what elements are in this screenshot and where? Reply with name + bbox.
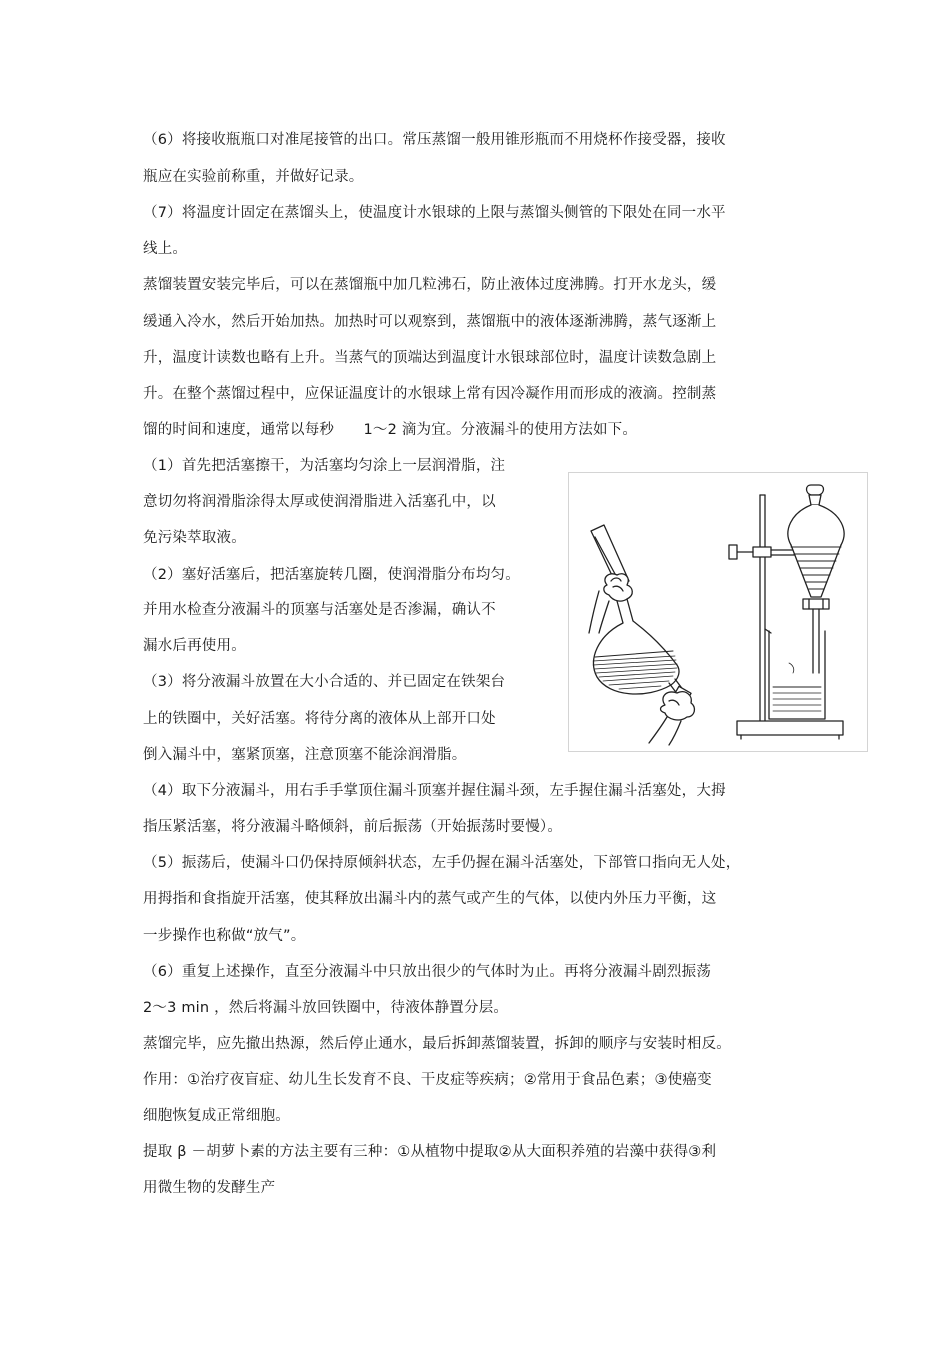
text-line: （2）塞好活塞后，把活塞旋转几圈，使润滑脂分布均匀。	[143, 567, 520, 583]
text-line: 2～3 min ，然后将漏斗放回铁圈中，待液体静置分层。	[143, 1000, 509, 1016]
separatory-funnel-illustration	[568, 472, 868, 752]
text-line: 免污染萃取液。	[143, 530, 246, 546]
text-line: 馏的时间和速度，通常以每秒 1～2 滴为宜。分液漏斗的使用方法如下。	[143, 422, 638, 438]
text-line: 蒸馏完毕，应先撤出热源，然后停止通水，最后拆卸蒸馏装置，拆卸的顺序与安装时相反。	[143, 1036, 731, 1052]
text-line: 细胞恢复成正常细胞。	[143, 1108, 290, 1124]
text-line: 提取 β －胡萝卜素的方法主要有三种：①从植物中提取②从大面积养殖的岩藻中获得③利	[143, 1144, 717, 1160]
funnel-drawing	[569, 473, 867, 751]
text-line: （4）取下分液漏斗，用右手手掌顶住漏斗顶塞并握住漏斗颈，左手握住漏斗活塞处，大拇	[143, 783, 726, 799]
text-line: 并用水检查分液漏斗的顶塞与活塞处是否渗漏，确认不	[143, 602, 496, 618]
text-line: 线上。	[143, 241, 188, 257]
text-line: 意切勿将润滑脂涂得太厚或使润滑脂进入活塞孔中，以	[143, 494, 496, 510]
text-line: （7）将温度计固定在蒸馏头上，使温度计水银球的上限与蒸馏头侧管的下限处在同一水平	[143, 205, 726, 221]
text-line: 一步操作也称做“放气”。	[143, 928, 306, 944]
text-line: 作用：①治疗夜盲症、幼儿生长发育不良、干皮症等疾病；②常用于食品色素；③使癌变	[143, 1072, 712, 1088]
text-line: 蒸馏装置安装完毕后，可以在蒸馏瓶中加几粒沸石，防止液体过度沸腾。打开水龙头，缓	[143, 277, 717, 293]
text-line: 缓通入冷水，然后开始加热。加热时可以观察到，蒸馏瓶中的液体逐渐沸腾，蒸气逐渐上	[143, 314, 717, 330]
text-line: 用拇指和食指旋开活塞，使其释放出漏斗内的蒸气或产生的气体，以使内外压力平衡，这	[143, 891, 717, 907]
text-line: （3）将分液漏斗放置在大小合适的、并已固定在铁架台	[143, 674, 506, 690]
text-line: 用微生物的发酵生产	[143, 1180, 276, 1196]
text-line: 指压紧活塞，将分液漏斗略倾斜，前后振荡（开始振荡时要慢）。	[143, 819, 563, 835]
text-line: 倒入漏斗中，塞紧顶塞，注意顶塞不能涂润滑脂。	[143, 747, 467, 763]
text-line: （6）重复上述操作，直至分液漏斗中只放出很少的气体时为止。再将分液漏斗剧烈振荡	[143, 964, 712, 980]
text-line: （6）将接收瓶瓶口对准尾接管的出口。常压蒸馏一般用锥形瓶而不用烧杯作接受器，接收	[143, 132, 726, 148]
text-line: （5）振荡后，使漏斗口仍保持原倾斜状态，左手仍握在漏斗活塞处，下部管口指向无人处，	[143, 855, 741, 871]
text-line: 上的铁圈中，关好活塞。将待分离的液体从上部开口处	[143, 711, 496, 727]
text-line: 升。在整个蒸馏过程中，应保证温度计的水银球上常有因冷凝作用而形成的液滴。控制蒸	[143, 386, 717, 402]
text-line: （1）首先把活塞擦干，为活塞均匀涂上一层润滑脂，注	[143, 458, 506, 474]
text-line: 升，温度计读数也略有上升。当蒸气的顶端达到温度计水银球部位时，温度计读数急剧上	[143, 350, 717, 366]
text-line: 瓶应在实验前称重，并做好记录。	[143, 169, 364, 185]
text-line: 漏水后再使用。	[143, 638, 246, 654]
